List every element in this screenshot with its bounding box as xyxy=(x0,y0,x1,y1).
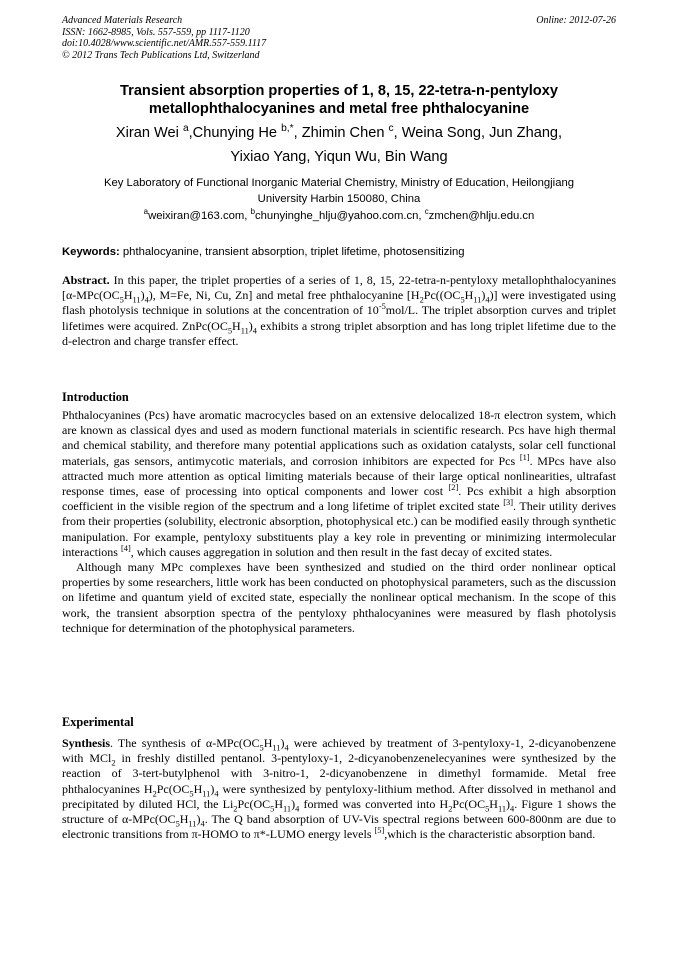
affil-mark: c xyxy=(388,123,394,135)
subscript: 5 xyxy=(270,804,275,814)
subscript: 4 xyxy=(200,819,205,829)
paper-title xyxy=(62,82,616,118)
keywords xyxy=(62,245,616,260)
abstract xyxy=(62,273,616,349)
intro-paragraph-2: Although many MPc complexes have been synthesized and studied on the third order nonlinear optical properties by some researchers, little work has been conducted on photophysical parameters, such as the discussion on lifetime and quantum yield of excited state, especially the nonlinear optical mechanism. In the scope of this work, the transient absorption spectra of the pentyloxy phthalocyanines were measured by flash photolysis technique for determination of the photophysical parameters. xyxy=(62,560,616,635)
journal-header xyxy=(62,15,616,61)
experimental-body xyxy=(62,736,616,842)
text-run: In this paper, the triplet properties of a series of 1, 8, 15, 22-tetra-n-pentyloxy metallophthalocyanines [α-MPc(OC xyxy=(62,273,616,303)
text-run: , which causes aggregation in solution and then result in the fast decay of excited states. xyxy=(130,544,553,559)
subscript: 2 xyxy=(419,295,424,305)
text-run: ) xyxy=(291,796,296,811)
text-run: H xyxy=(193,781,203,796)
text-run: . Their utility derives from their properties (solubility, electronic absorption, photophysical etc.) can be modified easily through synthetic manipulation. For example, pentyloxy substituents play a key role in preventing or minimizing intermolecular interactions xyxy=(62,499,616,559)
doi-line: doi:10.4028/www.scientific.net/AMR.557-559.1117 xyxy=(62,38,267,49)
text-run: ,which is the characteristic absorption band. xyxy=(384,827,596,842)
text-run: Phthalocyanines (Pcs) have aromatic macrocycles based on an extensive delocalized 18-π electron system, which are known as classical dyes and used as modern functional materials in scientific research. Pcs have high thermal and chemical stability, and therefore many potential applications such as oxidation catalysts, solar cell functional materials, gas sensors, antimycotic materials, and corrosion inhibitors are expected for Pcs xyxy=(62,408,616,468)
text-run: ) xyxy=(248,318,253,333)
affiliation-line-1: Key Laboratory of Functional Inorganic Material Chemistry, Ministry of Education, Heilongjiang xyxy=(103,177,575,189)
issn-line: ISSN: 1662-8985, Vols. 557-559, pp 1117-1120 xyxy=(62,26,250,38)
text-run: . Pcs exhibit a high absorption coefficient in the visible region of the spectrum and a long lifetime of triplet excited state xyxy=(62,484,616,514)
affil-mark: b,* xyxy=(281,123,294,135)
subscript: 11 xyxy=(188,819,197,829)
copyright-line: © 2012 Trans Tech Publications Ltd, Switzerland xyxy=(62,49,260,61)
affiliation xyxy=(62,176,616,207)
title-line-1: Transient absorption properties of 1, 8, 15, 22-tetra-n-pentyloxy xyxy=(120,83,558,99)
subscript: 5 xyxy=(119,295,124,305)
text-run: H xyxy=(123,288,133,303)
email-link[interactable]: weixiran@163.com, xyxy=(148,210,251,222)
subscript: 11 xyxy=(272,743,281,753)
subscript: 11 xyxy=(132,295,141,305)
subscript: 11 xyxy=(497,804,507,814)
author-name: Xiran Wei xyxy=(115,125,183,141)
abstract-label: Abstract. xyxy=(62,273,110,287)
text-run: H xyxy=(489,796,498,811)
subscript: 5 xyxy=(189,789,194,798)
citation-link[interactable]: [2] xyxy=(448,483,459,493)
text-run: . MPcs have also attracted much more attention as optical limiting materials because of their large optical nonlinearities, ultrafast response times, ease of processing into optical components and lower cost xyxy=(62,453,616,499)
introduction-body xyxy=(62,408,616,636)
affil-mark: b xyxy=(250,207,255,217)
subscript: 11 xyxy=(283,804,292,814)
text-run: . The synthesis of α-MPc(OC xyxy=(110,736,260,750)
subscript: 11 xyxy=(473,295,482,305)
subscript: 5 xyxy=(175,819,180,829)
subscript: 4 xyxy=(144,295,149,305)
journal-name: Advanced Materials Research xyxy=(62,15,183,26)
text-run: were synthesized by pentyloxy-lithium method. After dissolved in methanol and precipitated by diluted HCl, the Li xyxy=(62,781,616,811)
text-run: H xyxy=(179,812,189,827)
text-run: ) xyxy=(140,288,145,303)
text-run: ) xyxy=(210,781,215,796)
subscript: 2 xyxy=(448,804,453,814)
text-run: H xyxy=(464,288,474,303)
text-run: ), M=Fe, Ni, Cu, Zn] and metal free phthalocyanine [H xyxy=(148,288,420,303)
section-heading-introduction: Introduction xyxy=(62,390,129,404)
text-run: )] were investigated using flash photolysis technique in solutions at the concentration of 10 xyxy=(62,288,617,318)
subscript: 4 xyxy=(252,326,257,335)
subscript: 4 xyxy=(295,804,300,814)
subscript: 5 xyxy=(460,295,465,305)
text-run: ) xyxy=(280,736,285,750)
text-run: . The Q band absorption of UV-Vis spectral regions between 600-800nm are due to electronic transitions from π-HOMO to π*-LUMO energy levels xyxy=(62,812,616,842)
text-run: . Figure 1 shows the structure of α-MPc(OC xyxy=(62,796,616,827)
author-name: , Zhimin Chen xyxy=(293,125,389,141)
keywords-text: phthalocyanine, transient absorption, triplet lifetime, photosensitizing xyxy=(119,246,465,258)
text-run: mol/L. The triplet absorption curves and triplet lifetimes were acquired. ZnPc(OC xyxy=(62,303,616,333)
superscript: -5 xyxy=(378,302,386,312)
affil-mark: a xyxy=(182,123,189,135)
author-name: ,Chunying He xyxy=(188,125,282,141)
text-run: H xyxy=(232,318,241,333)
citation-link[interactable]: [3] xyxy=(503,498,513,508)
synthesis-paragraph xyxy=(62,736,616,842)
subscript: 5 xyxy=(259,743,264,753)
subscript: 4 xyxy=(214,789,219,798)
citation-link[interactable]: [5] xyxy=(374,826,385,836)
subscript: 2 xyxy=(111,758,116,768)
synthesis-label: Synthesis xyxy=(62,736,111,750)
subscript: 5 xyxy=(485,804,490,814)
author-name: , Weina Song, Jun Zhang, xyxy=(393,125,563,141)
text-run: H xyxy=(263,736,273,750)
affiliation-line-2: University Harbin 150080, China xyxy=(257,192,421,205)
title-line-2: metallophthalocyanines and metal free phthalocyanine xyxy=(148,101,530,117)
text-run: Pc(OC xyxy=(156,781,190,796)
citation-link[interactable]: [4] xyxy=(120,543,131,553)
subscript: 4 xyxy=(284,743,289,753)
subscript: 4 xyxy=(510,804,515,814)
text-run: Pc(OC xyxy=(452,796,486,811)
text-run: H xyxy=(274,796,283,811)
subscript: 11 xyxy=(202,789,211,798)
keywords-label: Keywords: xyxy=(62,246,120,258)
online-date: Online: 2012-07-26 xyxy=(536,15,616,26)
subscript: 2 xyxy=(152,789,157,798)
citation-link[interactable]: [1] xyxy=(519,452,530,462)
text-run: ) xyxy=(481,288,486,303)
text-run: Pc((OC xyxy=(423,288,461,303)
text-run: Pc(OC xyxy=(237,796,271,811)
text-run: ) xyxy=(196,812,201,827)
subscript: 4 xyxy=(485,295,490,305)
authors-line-2: Yixiao Yang, Yiqun Wu, Bin Wang xyxy=(230,148,448,165)
text-run: formed was converted into H xyxy=(299,796,449,811)
section-heading-experimental: Experimental xyxy=(62,715,134,729)
email-link[interactable]: chunyinghe_hlju@yahoo.com.cn, xyxy=(254,210,425,222)
subscript: 2 xyxy=(233,804,238,814)
authors-line-1 xyxy=(62,122,616,146)
text-run: in freshly distilled pentanol. 3-pentyloxy-1, 2-dicyanobenzenelecyanines were synthesized by the reaction of 3-tert-butylphenol with 3-nitro-1, 2-dicyanobenzene in dimethyl formamide. Metal free phthalocyanines H xyxy=(62,751,616,796)
abstract-paragraph xyxy=(62,273,616,349)
email-list xyxy=(62,209,616,224)
subscript: 11 xyxy=(240,326,249,335)
affil-mark: a xyxy=(143,207,149,217)
text-run: ) xyxy=(506,796,511,811)
affil-mark: c xyxy=(424,207,429,217)
intro-paragraph-1 xyxy=(62,408,616,560)
text-run: were achieved by treatment of 3-pentyloxy-1, 2-dicyanobenzene with MCl xyxy=(62,736,616,766)
text-run: exhibits a strong triplet absorption and has long triplet lifetime due to the d-electron and charge transfer effect. xyxy=(62,318,616,348)
email-link[interactable]: zmchen@hlju.edu.cn xyxy=(428,210,535,222)
subscript: 5 xyxy=(227,326,233,335)
author-list xyxy=(62,122,616,169)
